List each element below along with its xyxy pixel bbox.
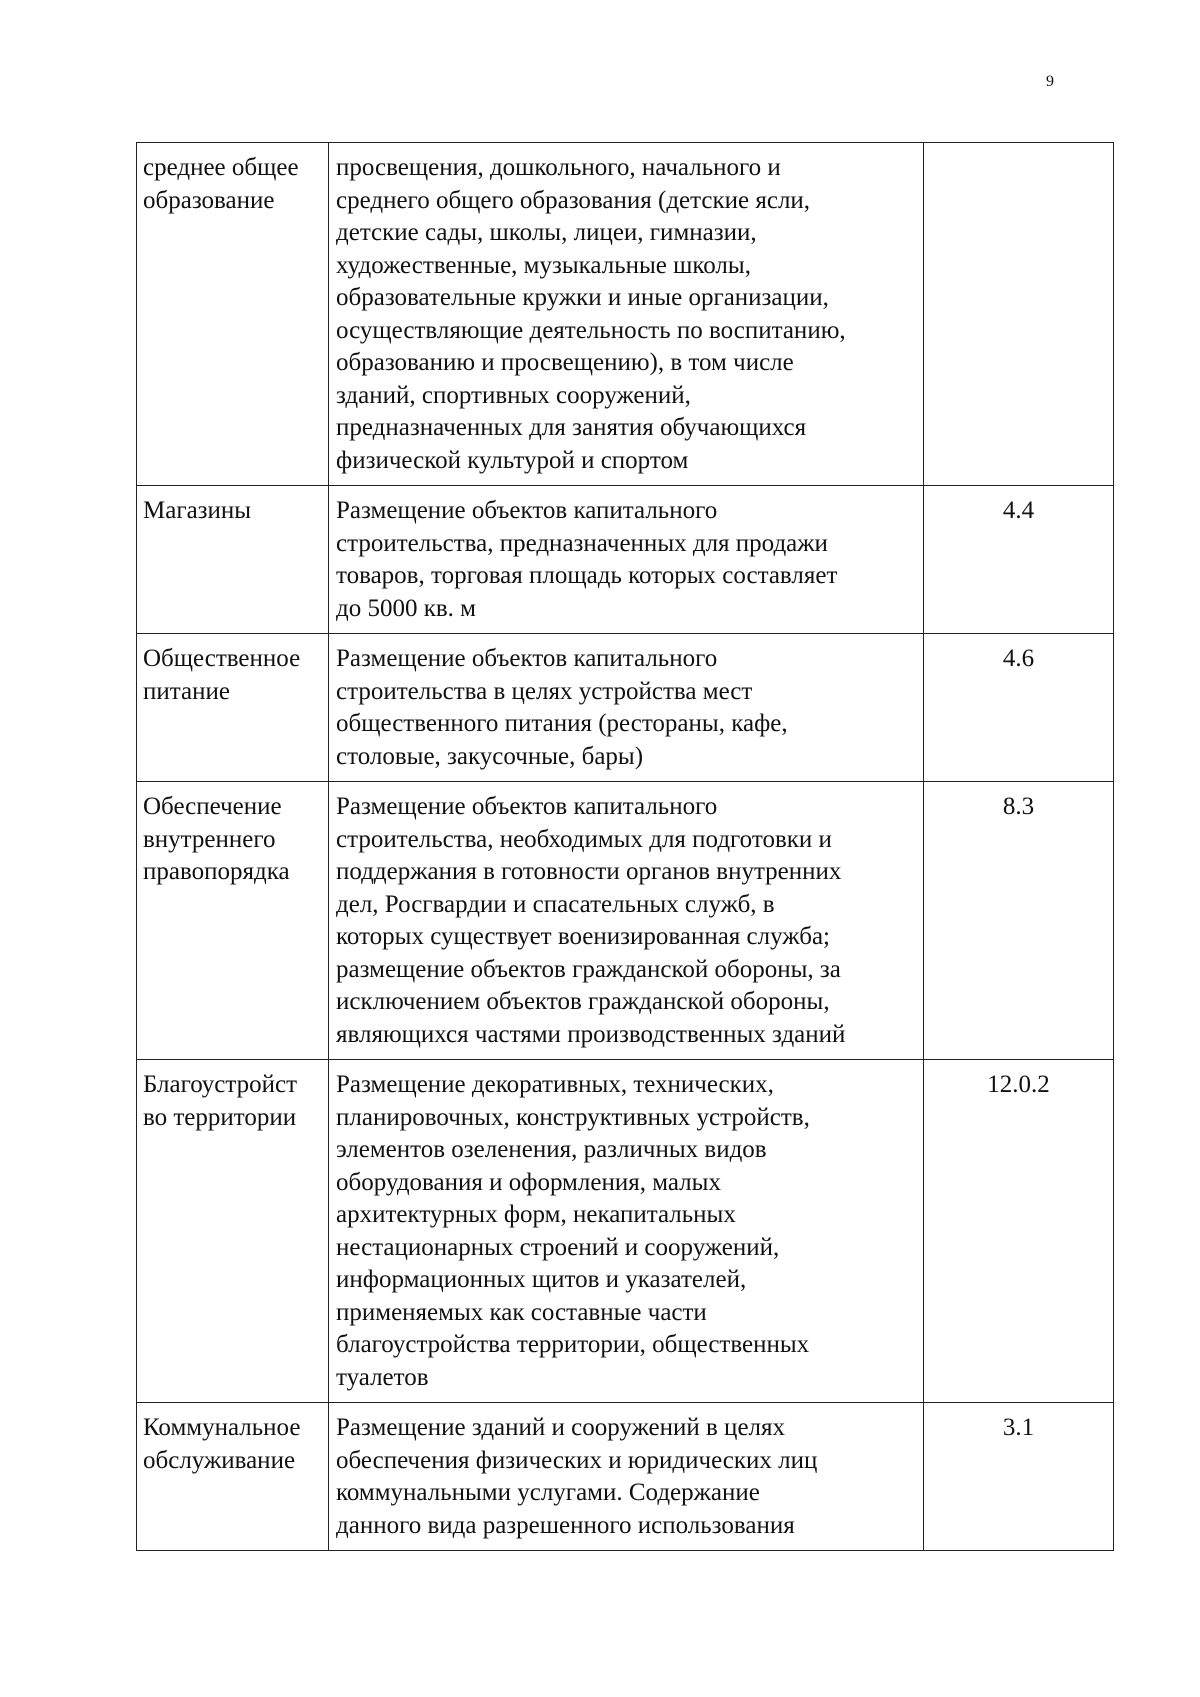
land-use-table xyxy=(136,142,1114,1551)
use-type-code: 4.4 xyxy=(924,486,1114,634)
table-row xyxy=(137,634,1114,782)
use-type-description: Размещение объектов капитального строительства, необходимых для подготовки и поддержания в готовности органов внутренних дел, Росгвардии и спасательных служб, в которых существует военизированная служба; размещение объектов гражданской обороны, за исключением объектов гражданской обороны, являющихся частями производственных зданий xyxy=(329,782,924,1060)
table-row xyxy=(137,1060,1114,1403)
use-type-description: Размещение объектов капитального строительства, предназначенных для продажи товаров, торговая площадь которых составляет до 5000 кв. м xyxy=(329,486,924,634)
table-row xyxy=(137,486,1114,634)
use-type-code: 4.6 xyxy=(924,634,1114,782)
use-type-name: Благоустройст во территории xyxy=(137,1060,329,1403)
use-type-name: Общественное питание xyxy=(137,634,329,782)
table-row xyxy=(137,782,1114,1060)
use-type-code: 12.0.2 xyxy=(924,1060,1114,1403)
page-number: 9 xyxy=(1046,73,1054,90)
use-type-name: Коммунальное обслуживание xyxy=(137,1403,329,1551)
use-type-code xyxy=(924,143,1114,486)
use-type-description: Размещение декоративных, технических, планировочных, конструктивных устройств, элементов озеленения, различных видов оборудования и оформления, малых архитектурных форм, некапитальных нестационарных строений и сооружений, информационных щитов и указателей, применяемых как составные части благоустройства территории, общественных туалетов xyxy=(329,1060,924,1403)
use-type-name: Обеспечение внутреннего правопорядка xyxy=(137,782,329,1060)
use-type-code: 8.3 xyxy=(924,782,1114,1060)
use-type-name: Магазины xyxy=(137,486,329,634)
table-row xyxy=(137,1403,1114,1551)
use-type-code: 3.1 xyxy=(924,1403,1114,1551)
use-type-name: среднее общее образование xyxy=(137,143,329,486)
table-row xyxy=(137,143,1114,486)
use-type-description: просвещения, дошкольного, начального и среднего общего образования (детские ясли, детские сады, школы, лицеи, гимназии, художественные, музыкальные школы, образовательные кружки и иные организации, осуществляющие деятельность по воспитанию, образованию и просвещению), в том числе зданий, спортивных сооружений, предназначенных для занятия обучающихся физической культурой и спортом xyxy=(329,143,924,486)
use-type-description: Размещение зданий и сооружений в целях обеспечения физических и юридических лиц коммунальными услугами. Содержание данного вида разрешенного использования xyxy=(329,1403,924,1551)
use-type-description: Размещение объектов капитального строительства в целях устройства мест общественного питания (рестораны, кафе, столовые, закусочные, бары) xyxy=(329,634,924,782)
